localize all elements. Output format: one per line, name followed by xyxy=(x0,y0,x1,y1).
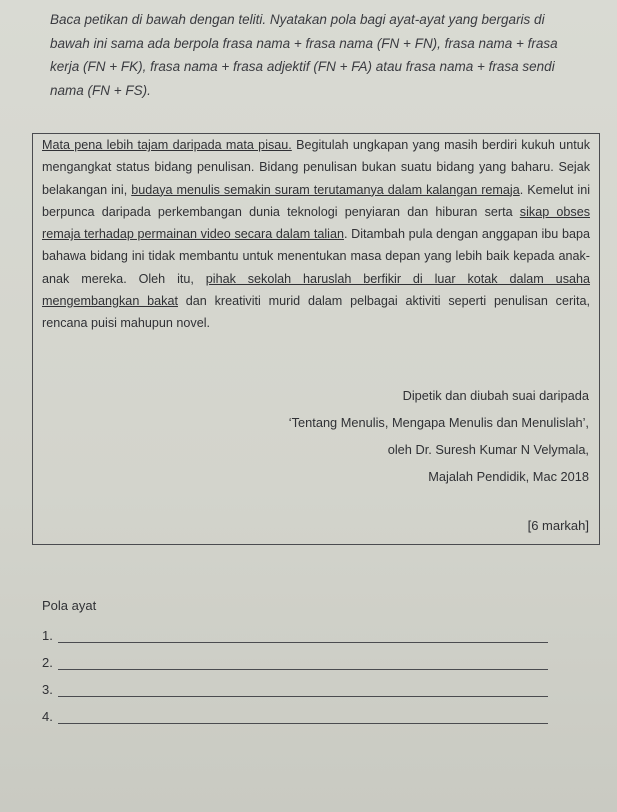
passage-segment: dan kreativiti murid dalam pelbagai aktiviti seperti penulisan cerita, rencana puisi mahupun novel. xyxy=(42,294,590,331)
passage-segment: . Kemelut ini berpunca daripada perkembangan dunia teknologi penyiaran dan hiburan serta xyxy=(42,182,590,219)
instruction-line-2: bawah ini sama ada berpola frasa nama + frasa nama (FN + FN), frasa nama + frasa xyxy=(50,35,558,51)
underlined-sentence-2: budaya menulis semakin suram terutamanya dalam kalangan remaja xyxy=(131,182,520,197)
instruction-text xyxy=(50,8,610,102)
answer-number: 3. xyxy=(42,682,53,697)
citation-line-2: ‘Tentang Menulis, Mengapa Menulis dan Menulislah’, xyxy=(288,415,589,430)
passage-segment: Begitulah ungkapan yang masih berdiri kukuh untuk mengangkat status bidang penulisan. Bidang penulisan bukan suatu bidang yang baharu. Sejak belakangan ini, xyxy=(42,138,590,197)
answer-number: 4. xyxy=(42,709,53,724)
citation-line-1: Dipetik dan diubah suai daripada xyxy=(402,388,589,403)
answer-blank-2[interactable] xyxy=(58,669,548,670)
instruction-line-4: nama (FN + FS). xyxy=(50,82,151,98)
answer-blank-3[interactable] xyxy=(58,696,548,697)
answer-lines xyxy=(42,620,562,728)
answer-number: 1. xyxy=(42,628,53,643)
instruction-line-3: kerja (FN + FK), frasa nama + frasa adjektif (FN + FA) atau frasa nama + frasa sendi xyxy=(50,59,555,74)
source-citation xyxy=(139,382,589,490)
marks-label: [6 markah] xyxy=(527,518,589,533)
underlined-sentence-1: Mata pena lebih tajam daripada mata pisau. xyxy=(42,138,292,152)
answer-number: 2. xyxy=(42,655,53,670)
underlined-sentence-4: pihak sekolah haruslah berfikir di luar kotak dalam usaha mengembangkan bakat xyxy=(42,271,590,309)
instruction-line-1: Baca petikan di bawah dengan teliti. Nyatakan pola bagi ayat-ayat yang bergaris di xyxy=(50,12,545,27)
answer-row xyxy=(42,701,562,728)
passage-box xyxy=(32,133,600,545)
answer-row xyxy=(42,620,562,647)
answer-heading: Pola ayat xyxy=(42,598,97,613)
answer-row xyxy=(42,674,562,701)
passage-text xyxy=(42,134,590,335)
answer-blank-1[interactable] xyxy=(58,642,548,643)
underlined-sentence-3: sikap obses remaja terhadap permainan video secara dalam talian xyxy=(42,204,590,242)
citation-line-4: Majalah Pendidik, Mac 2018 xyxy=(428,469,589,484)
answer-row xyxy=(42,647,562,674)
answer-blank-4[interactable] xyxy=(58,723,548,724)
citation-line-3: oleh Dr. Suresh Kumar N Velymala, xyxy=(387,442,589,457)
passage-segment: . Ditambah pula dengan anggapan ibu bapa bahawa bidang ini tidak membantu untuk menentukan masa depan yang lebih baik kepada anak-anak mereka. Oleh itu, xyxy=(42,227,590,286)
